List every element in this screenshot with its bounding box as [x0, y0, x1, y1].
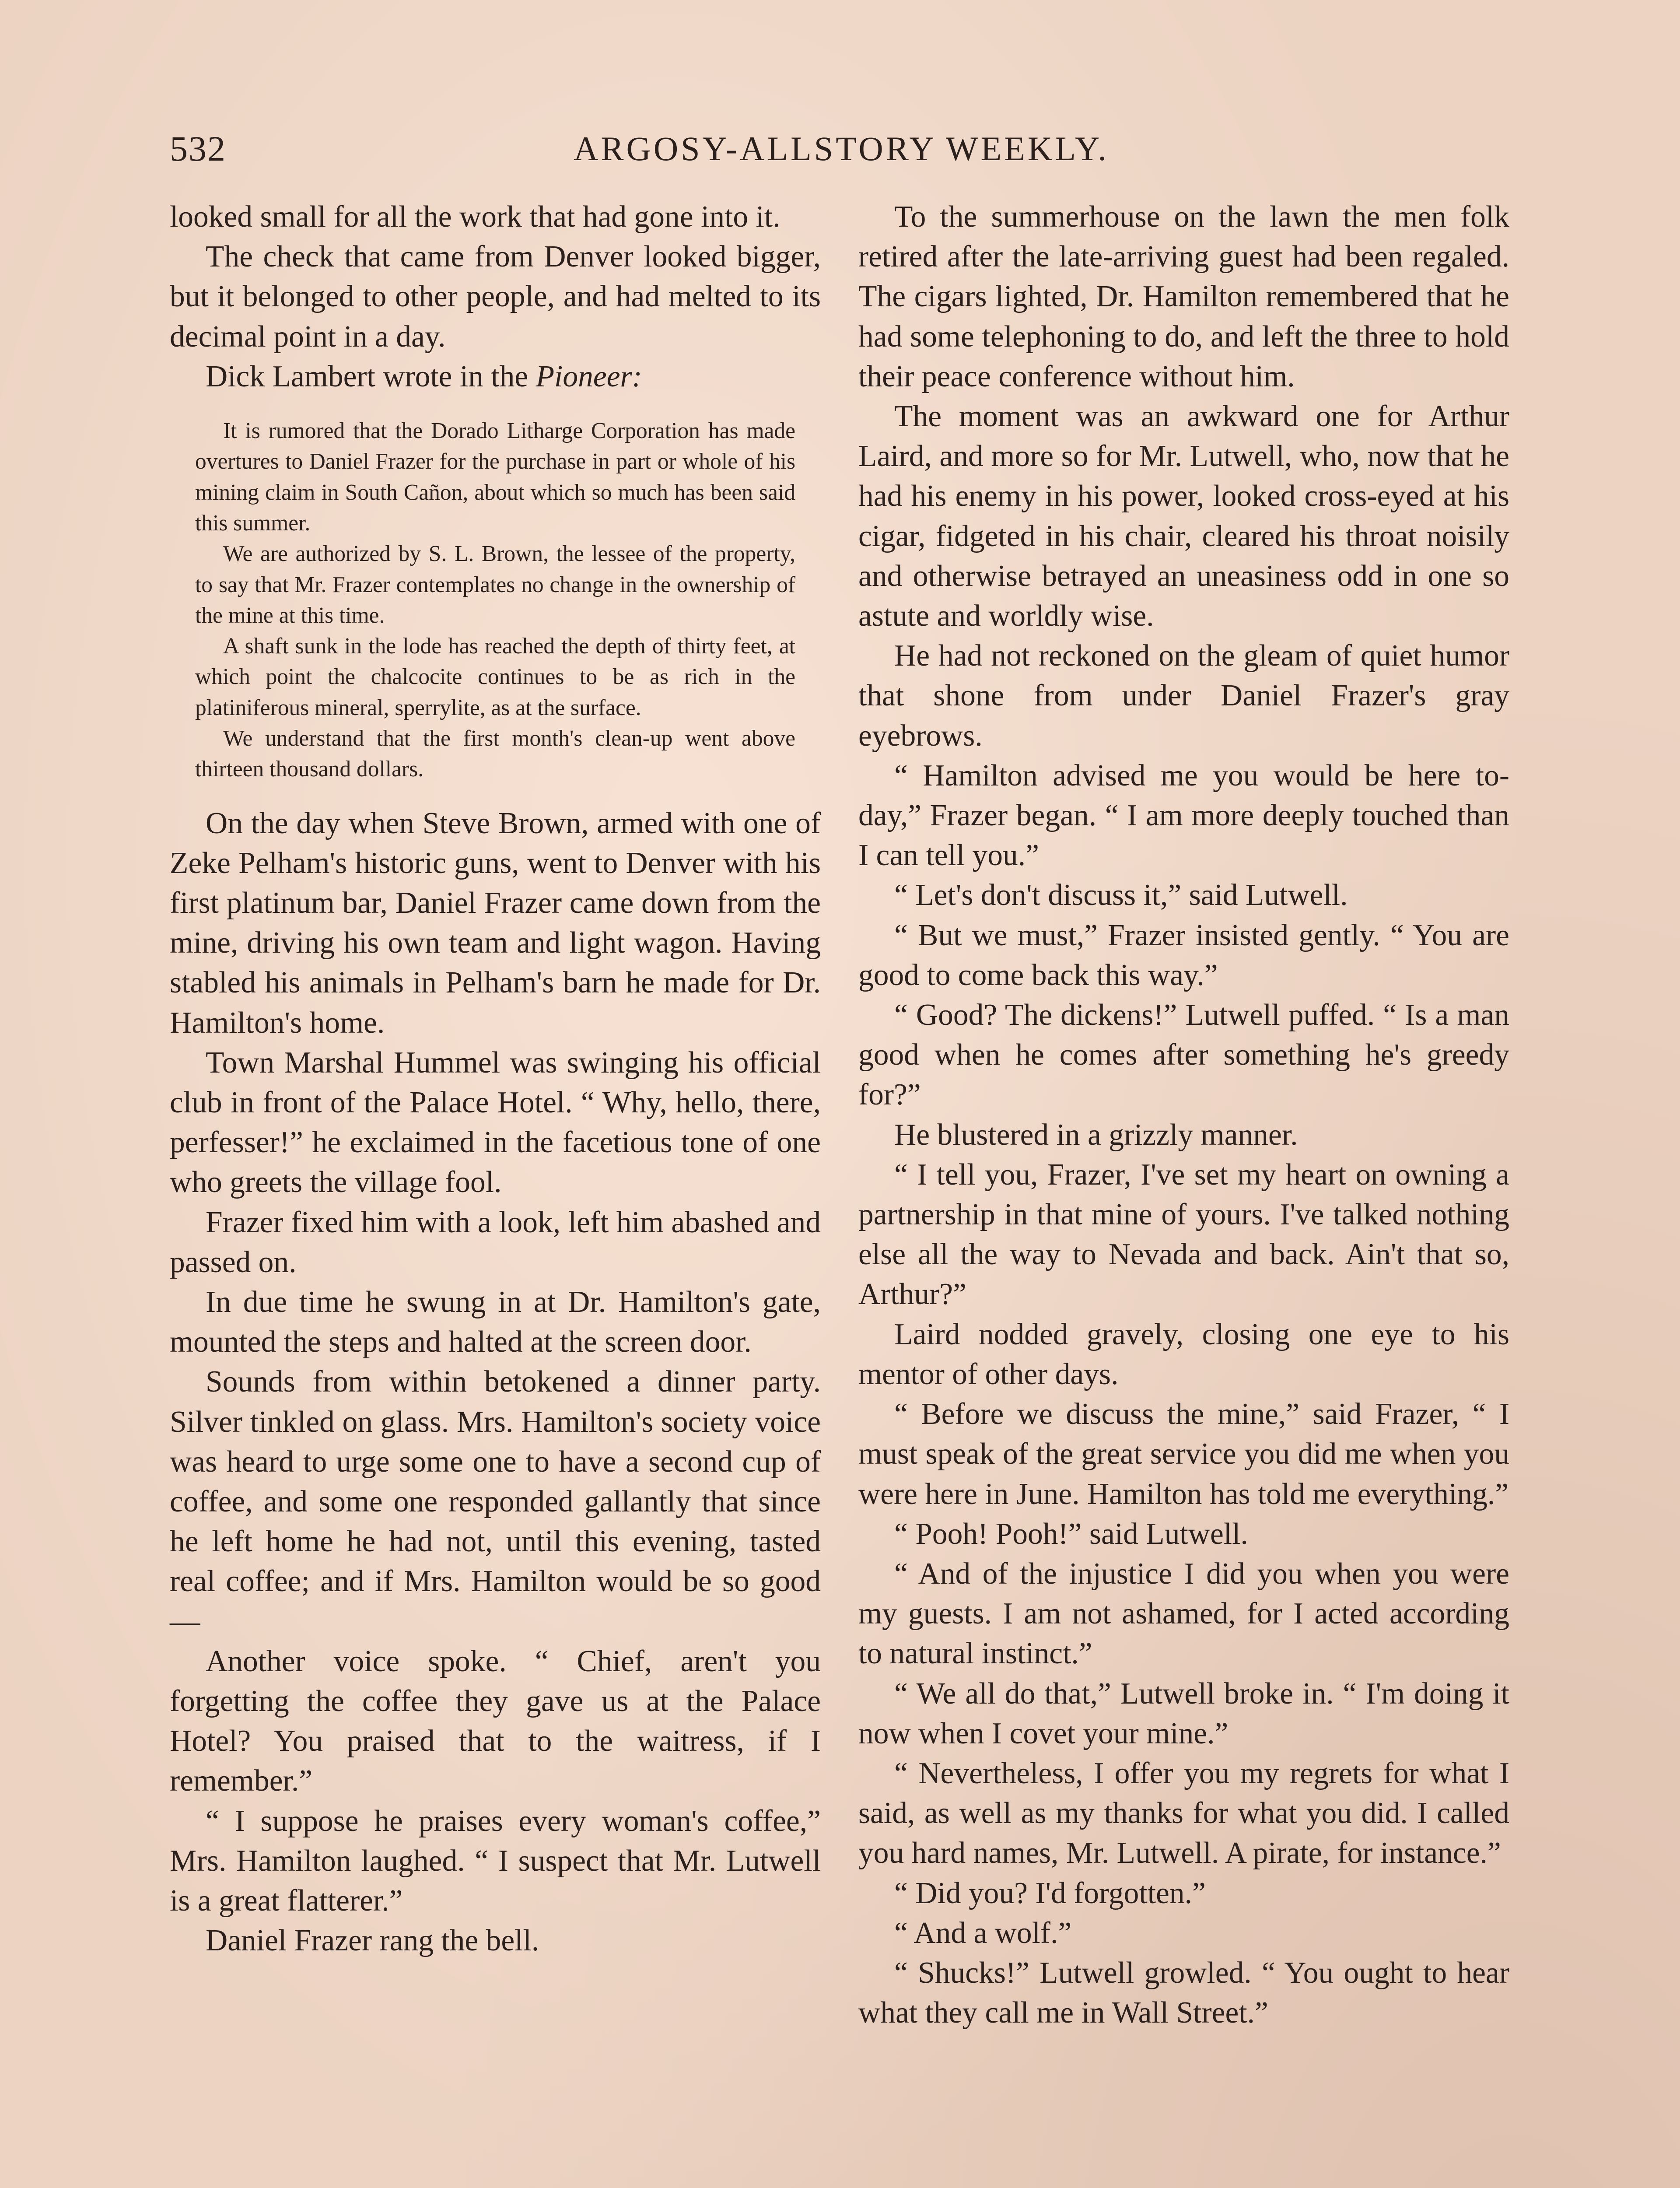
paragraph: “ Shucks!” Lutwell growled. “ You ought to hear what they call me in Wall Street.”: [858, 1956, 1509, 2030]
paragraph: In due time he swung in at Dr. Hamilton's gate, mounted the steps and halted at the screen door.: [170, 1285, 821, 1359]
paragraph: “ Pooh! Pooh!” said Lutwell.: [894, 1517, 1248, 1551]
paragraph: looked small for all the work that had gone into it.: [170, 200, 780, 234]
paragraph: “ And of the injustice I did you when you were my guests. I am not ashamed, for I acted according to natural instinct.”: [858, 1557, 1509, 1671]
paragraph: The moment was an awkward one for Arthur Laird, and more so for Mr. Lutwell, who, now that he had his enemy in his power, looked cross-eyed at his cigar, fidgeted in his chair, cleared his throat noisily and otherwise betrayed an uneasiness odd in one so astute and worldly wise.: [858, 400, 1509, 633]
paragraph: Daniel Frazer rang the bell.: [206, 1924, 539, 1958]
paragraph: To the summerhouse on the lawn the men folk retired after the late-arriving guest had been regaled. The cigars lighted, Dr. Hamilton remembered that he had some telephoning to do, and left the three to hold their peace conference without him.: [858, 200, 1509, 393]
paragraph: “ We all do that,” Lutwell broke in. “ I'm doing it now when I covet your mine.”: [858, 1676, 1509, 1750]
pioneer-intro-line: [170, 357, 821, 396]
quoted-article: [195, 416, 795, 785]
paragraph: Laird nodded gravely, closing one eye to his mentor of other days.: [858, 1317, 1509, 1391]
paragraph: Another voice spoke. “ Chief, aren't you forgetting the coffee they gave us at the Palace Hotel? You praised that to the waitress, if I remember.”: [170, 1644, 821, 1798]
quote-paragraph: It is rumored that the Dorado Litharge Corporation has made overtures to Daniel Frazer for the purchase in part or whole of his mining claim in South Cañon, about which so much has been said this summer.: [195, 418, 795, 536]
paragraph: Frazer fixed him with a look, left him abashed and passed on.: [170, 1205, 821, 1279]
pioneer-intro-text: Dick Lambert wrote in the: [206, 359, 536, 393]
quote-paragraph: A shaft sunk in the lode has reached the depth of thirty feet, at which point the chalcocite continues to be as rich in the platiniferous mineral, sperrylite, as at the surface.: [195, 634, 795, 720]
right-column: [858, 197, 1509, 2033]
paragraph: “ Did you? I'd forgotten.”: [894, 1876, 1206, 1910]
paragraph: “ I tell you, Frazer, I've set my heart on owning a partnership in that mine of yours. I've talked nothing else all the way to Nevada and back. Ain't that so, Arthur?”: [858, 1157, 1509, 1311]
paragraph: “ Let's don't discuss it,” said Lutwell.: [894, 878, 1348, 912]
paragraph: On the day when Steve Brown, armed with one of Zeke Pelham's historic guns, went to Denver with his first platinum bar, Daniel Frazer came down from the mine, driving his own team and light wagon. Having stabled his animals in Pelham's barn he made for Dr. Hamilton's home.: [170, 806, 821, 1040]
paragraph: Sounds from within betokened a dinner party. Silver tinkled on glass. Mrs. Hamilton's society voice was heard to urge some one to have a second cup of coffee, and some one responded gallantly that since he left home he had not, until this evening, tasted real coffee; and if Mrs. Hamilton would be so good—: [170, 1365, 821, 1638]
left-column: [170, 197, 821, 1960]
page-number: 532: [170, 129, 226, 168]
running-title: ARGOSY-ALLSTORY WEEKLY.: [574, 130, 1109, 168]
newspaper-title: Pioneer:: [536, 359, 642, 393]
paragraph: “ Before we discuss the mine,” said Frazer, “ I must speak of the great service you did me when you were here in June. Hamilton has told me everything.”: [858, 1397, 1509, 1511]
paragraph: “ Good? The dickens!” Lutwell puffed. “ Is a man good when he comes after something he's greedy for?”: [858, 998, 1509, 1112]
paragraph: Town Marshal Hummel was swinging his official club in front of the Palace Hotel. “ Why, hello, there, perfesser!” he exclaimed in the facetious tone of one who greets the village fool.: [170, 1045, 821, 1199]
quote-paragraph: We understand that the first month's clean-up went above thirteen thousand dollars.: [195, 726, 795, 782]
paragraph: “ And a wolf.”: [894, 1916, 1072, 1950]
paragraph: “ Nevertheless, I offer you my regrets for what I said, as well as my thanks for what you did. I called you hard names, Mr. Lutwell. A pirate, for instance.”: [858, 1756, 1509, 1870]
paragraph: “ Hamilton advised me you would be here to-day,” Frazer began. “ I am more deeply touched than I can tell you.”: [858, 758, 1509, 873]
paragraph: “ But we must,” Frazer insisted gently. “ You are good to come back this way.”: [858, 918, 1509, 992]
page-header: [170, 127, 1513, 175]
paragraph: “ I suppose he praises every woman's coffee,” Mrs. Hamilton laughed. “ I suspect that Mr. Lutwell is a great flatterer.”: [170, 1804, 821, 1918]
paragraph: He blustered in a grizzly manner.: [894, 1118, 1298, 1152]
paragraph: The check that came from Denver looked bigger, but it belonged to other people, and had melted to its decimal point in a day.: [170, 240, 821, 354]
quote-paragraph: We are authorized by S. L. Brown, the lessee of the property, to say that Mr. Frazer contemplates no change in the ownership of the mine at this time.: [195, 541, 795, 628]
paragraph: He had not reckoned on the gleam of quiet humor that shone from under Daniel Frazer's gray eyebrows.: [858, 639, 1509, 753]
